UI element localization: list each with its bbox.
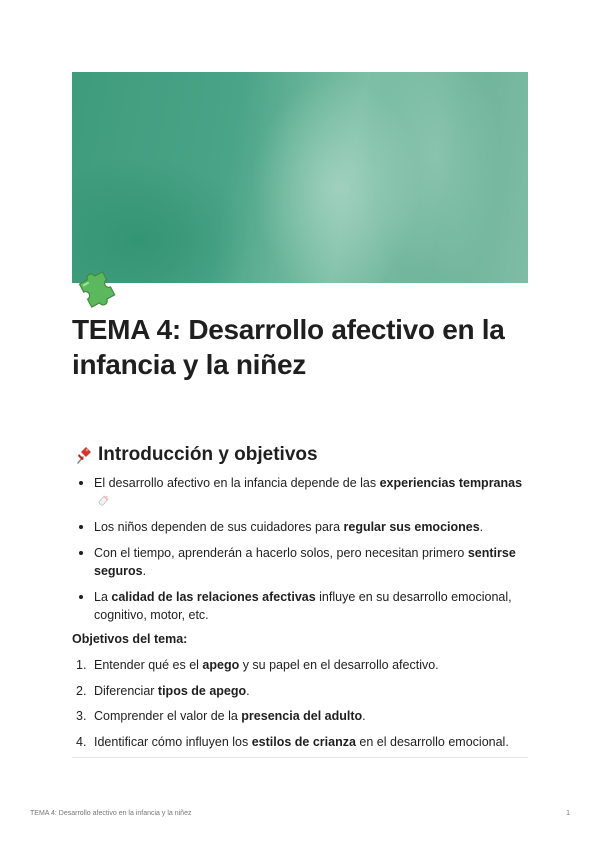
list-item: 3. Comprender el valor de la presencia del adulto. bbox=[76, 709, 366, 723]
intro-heading-text: Introducción y objetivos bbox=[98, 444, 318, 465]
puzzle-piece-icon bbox=[74, 262, 120, 308]
cover-image bbox=[72, 72, 528, 283]
list-item: Los niños dependen de sus cuidadores para regular sus emociones. bbox=[72, 518, 528, 536]
footer-title: TEMA 4: Desarrollo afectivo en la infancia y la niñez bbox=[30, 810, 192, 817]
page-number: 1 bbox=[566, 810, 570, 817]
intro-heading bbox=[72, 442, 528, 468]
list-item: 4. Identificar cómo influyen los estilos de crianza en el desarrollo emocional. bbox=[76, 734, 509, 749]
list-item: 2. Diferenciar tipos de apego. bbox=[76, 683, 250, 698]
list-item: La calidad de las relaciones afectivas influye en su desarrollo emocional, cognitivo, motor, etc. bbox=[72, 588, 528, 624]
list-item: Con el tiempo, aprenderán a hacerlo solos, pero necesitan primero sentirse seguros. bbox=[72, 544, 528, 580]
intro-bullet-list bbox=[72, 474, 528, 632]
objectives-heading: Objetivos del tema: bbox=[72, 632, 188, 646]
objectives-list bbox=[72, 656, 528, 758]
list-item: 1. Entender qué es el apego y su papel en el desarrollo afectivo. bbox=[76, 658, 439, 672]
page-footer bbox=[30, 810, 570, 817]
divider bbox=[72, 757, 528, 758]
page-title: TEMA 4: Desarrollo afectivo en la infancia y la niñez bbox=[72, 314, 505, 380]
pushpin-icon bbox=[72, 444, 94, 466]
baby-bottle-icon bbox=[97, 494, 111, 506]
list-item: El desarrollo afectivo en la infancia depende de las experiencias tempranas bbox=[72, 474, 528, 510]
